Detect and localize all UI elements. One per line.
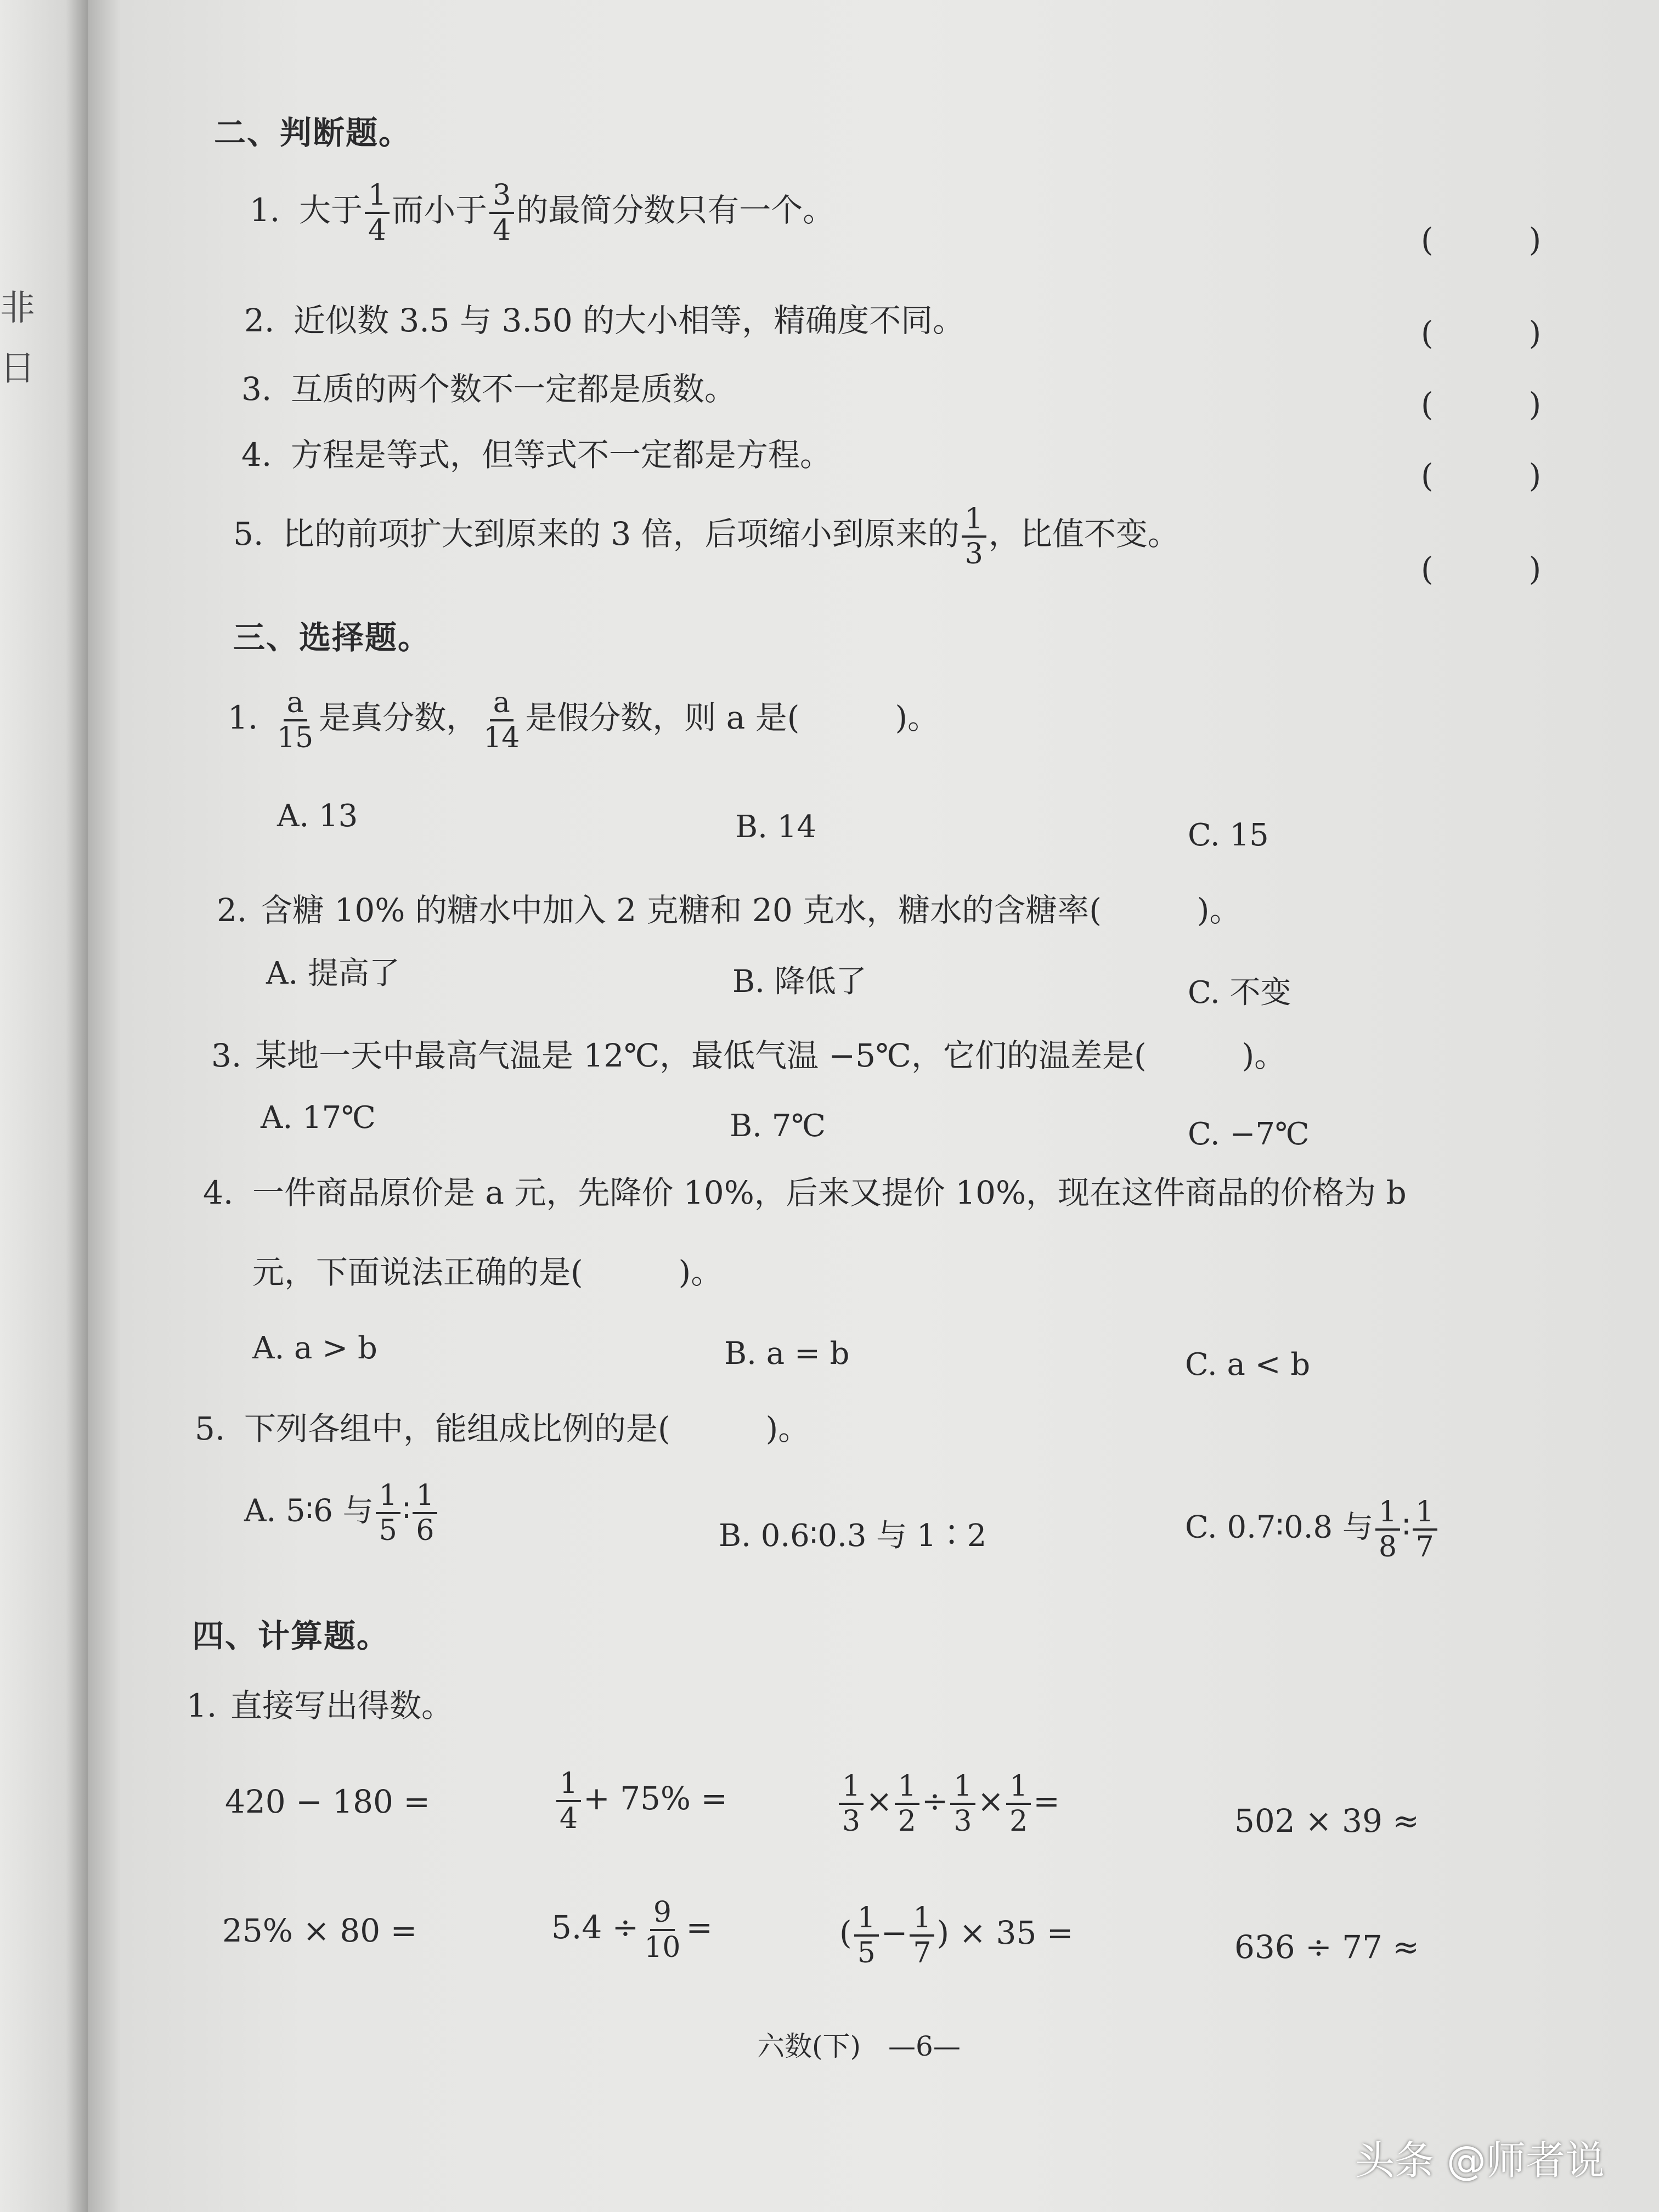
denominator: 3	[964, 538, 983, 571]
edge-char-1: 非	[0, 288, 35, 329]
fraction	[274, 686, 317, 754]
text: =	[1033, 1782, 1060, 1820]
denominator: 10	[644, 1931, 681, 1964]
answer-paren[interactable]: ( )	[1421, 457, 1542, 494]
text: =	[686, 1909, 713, 1946]
question-number: 4.	[203, 1174, 234, 1211]
fraction	[839, 1772, 864, 1836]
section-choice-title: 三、选择题。	[233, 619, 431, 656]
denominator: 5	[379, 1514, 397, 1547]
text: 的最简分数只有一个。	[516, 191, 835, 229]
text: ∶	[402, 1493, 411, 1529]
choice-q4-option-c[interactable]: C. a < b	[1185, 1347, 1311, 1383]
question-number: 1.	[250, 191, 280, 229]
question-number: 5.	[233, 515, 264, 553]
fraction	[413, 1481, 437, 1545]
fraction	[365, 181, 390, 245]
text: 某地一天中最高气温是 12℃，最低气温 −5℃，它们的温差是( )。	[255, 1037, 1286, 1074]
numerator: 1	[413, 1481, 437, 1514]
choice-q5-option-c[interactable]	[1185, 1496, 1440, 1564]
denominator: 7	[913, 1937, 932, 1970]
fraction	[556, 1769, 581, 1833]
answer-paren[interactable]: ( )	[1421, 314, 1542, 352]
choice-q5-option-b[interactable]: B. 0.6∶0.3 与 1∶2	[719, 1518, 987, 1554]
text: A. 5∶6 与	[244, 1493, 374, 1529]
text: 是假分数，则 a 是( )。	[525, 699, 940, 737]
text: 近似数 3.5 与 3.50 的大小相等，精确度不同。	[294, 302, 965, 339]
text: 5.4 ÷	[551, 1909, 639, 1946]
text: 互质的两个数不一定都是质数。	[291, 370, 737, 408]
numerator: 3	[489, 181, 514, 214]
fraction	[910, 1901, 934, 1970]
choice-q4-option-b[interactable]: B. a = b	[724, 1336, 850, 1372]
denominator: 3	[953, 1805, 972, 1838]
judge-q4	[241, 436, 832, 473]
judge-q3	[241, 370, 737, 408]
numerator: a	[490, 689, 514, 721]
operator: ÷	[921, 1782, 949, 1820]
fraction	[480, 686, 523, 754]
choice-q1	[228, 686, 940, 754]
calc-row1-expr1: 420 − 180 =	[225, 1783, 430, 1820]
text: ∶	[1402, 1509, 1410, 1545]
choice-q1-option-c[interactable]: C. 15	[1188, 817, 1269, 853]
choice-q3-option-a[interactable]: A. 17℃	[261, 1100, 376, 1136]
choice-q3	[211, 1037, 1286, 1074]
denominator: 7	[1415, 1531, 1434, 1564]
fraction	[641, 1898, 684, 1962]
choice-q4-line1	[203, 1174, 1407, 1211]
choice-q3-option-b[interactable]: B. 7℃	[730, 1108, 826, 1144]
denominator: 15	[277, 721, 314, 754]
answer-paren[interactable]: ( )	[1421, 221, 1542, 258]
choice-q5-option-a[interactable]	[244, 1481, 439, 1545]
choice-q2-option-b[interactable]: B. 降低了	[732, 964, 867, 1000]
question-number: 2.	[217, 891, 247, 929]
choice-q2	[217, 891, 1242, 929]
fraction	[1375, 1496, 1400, 1564]
denominator: 14	[483, 721, 520, 754]
denominator: 4	[560, 1802, 578, 1835]
text: ，比值不变。	[988, 515, 1180, 553]
choice-q1-option-b[interactable]: B. 14	[735, 809, 817, 845]
fraction	[950, 1772, 975, 1836]
fraction	[895, 1772, 919, 1836]
question-number: 5.	[195, 1410, 225, 1447]
denominator: 5	[857, 1937, 876, 1970]
text: 是真分数，	[319, 699, 478, 737]
text: 下列各组中，能组成比例的是( )。	[244, 1410, 810, 1447]
numerator: 1	[895, 1772, 919, 1805]
numerator: 1	[1375, 1498, 1400, 1531]
answer-paren[interactable]: ( )	[1421, 550, 1542, 588]
numerator: 1	[556, 1769, 581, 1802]
judge-q1	[250, 181, 834, 245]
fraction	[1413, 1496, 1437, 1564]
fraction	[1006, 1772, 1031, 1836]
numerator: 1	[962, 505, 986, 538]
choice-q4-option-a[interactable]: A. a > b	[252, 1330, 377, 1366]
text: 方程是等式，但等式不一定都是方程。	[291, 436, 832, 473]
question-number: 4.	[241, 436, 272, 473]
section-judge-title: 二、判断题。	[214, 114, 412, 151]
numerator: 1	[910, 1904, 934, 1937]
question-number: 2.	[244, 302, 275, 339]
question-number: 3.	[241, 370, 272, 408]
denominator: 3	[842, 1805, 861, 1838]
section-calc-title: 四、计算题。	[192, 1617, 390, 1655]
denominator: 4	[368, 214, 387, 247]
question-number: 3.	[211, 1037, 242, 1074]
calc-row2-expr2	[551, 1898, 713, 1962]
text: 直接写出得数。	[230, 1687, 454, 1724]
page-footer: 六数(下) —6—	[757, 2030, 961, 2062]
fraction	[376, 1481, 400, 1545]
numerator: 1	[365, 181, 390, 214]
text: 大于	[299, 191, 363, 229]
operator: ×	[977, 1782, 1005, 1820]
numerator: 1	[376, 1481, 400, 1514]
text: 而小于	[392, 191, 488, 229]
numerator: a	[284, 689, 307, 721]
watermark: 头条 @师者说	[1355, 2137, 1605, 2183]
text: C. 0.7∶0.8 与	[1185, 1509, 1373, 1545]
operator: ×	[866, 1782, 893, 1820]
choice-q3-option-c[interactable]: C. −7℃	[1188, 1116, 1310, 1152]
calc-row1-expr2	[554, 1769, 727, 1833]
calc-row2-expr1: 25% × 80 =	[222, 1912, 417, 1949]
denominator: 8	[1378, 1531, 1397, 1564]
judge-q5	[233, 503, 1180, 571]
numerator: 1	[950, 1772, 975, 1805]
choice-q1-option-a[interactable]: A. 13	[277, 798, 358, 834]
numerator: 1	[854, 1904, 879, 1937]
numerator: 1	[1006, 1772, 1031, 1805]
judge-q2	[244, 302, 965, 339]
question-number: 1.	[228, 699, 258, 737]
choice-q2-option-c[interactable]: C. 不变	[1188, 975, 1291, 1011]
denominator: 4	[493, 214, 511, 247]
denominator: 2	[898, 1805, 916, 1838]
text: 一件商品原价是 a 元，先降价 10%，后来又提价 10%，现在这件商品的价格为 b	[252, 1174, 1407, 1211]
calc-row2-expr3	[839, 1901, 1074, 1970]
question-number: 1.	[187, 1687, 217, 1724]
text: + 75% =	[583, 1780, 728, 1818]
calc-row1-expr4: 502 × 39 ≈	[1234, 1802, 1420, 1839]
fraction	[854, 1901, 879, 1970]
fraction	[962, 503, 986, 571]
choice-q4-line2: 元，下面说法正确的是( )。	[252, 1254, 723, 1291]
denominator: 2	[1009, 1805, 1028, 1838]
answer-paren[interactable]: ( )	[1421, 386, 1542, 423]
denominator: 6	[416, 1514, 435, 1547]
calc-row1-expr3	[837, 1772, 1060, 1836]
text: 含糖 10% 的糖水中加入 2 克糖和 20 克水，糖水的含糖率( )。	[261, 891, 1242, 929]
previous-page-edge	[0, 0, 88, 2212]
text: ) × 35 =	[936, 1914, 1074, 1952]
fraction	[489, 181, 514, 245]
calc-q1	[187, 1687, 454, 1724]
text: (	[839, 1914, 852, 1952]
numerator: 1	[1413, 1498, 1437, 1531]
choice-q5	[195, 1410, 810, 1447]
operator: −	[881, 1914, 908, 1952]
numerator: 1	[839, 1772, 864, 1805]
text: 比的前项扩大到原来的 3 倍，后项缩小到原来的	[283, 515, 960, 553]
calc-row2-expr4: 636 ÷ 77 ≈	[1234, 1928, 1420, 1966]
choice-q2-option-a[interactable]: A. 提高了	[266, 956, 400, 991]
numerator: 9	[650, 1898, 675, 1931]
edge-char-2: 日	[0, 348, 35, 389]
